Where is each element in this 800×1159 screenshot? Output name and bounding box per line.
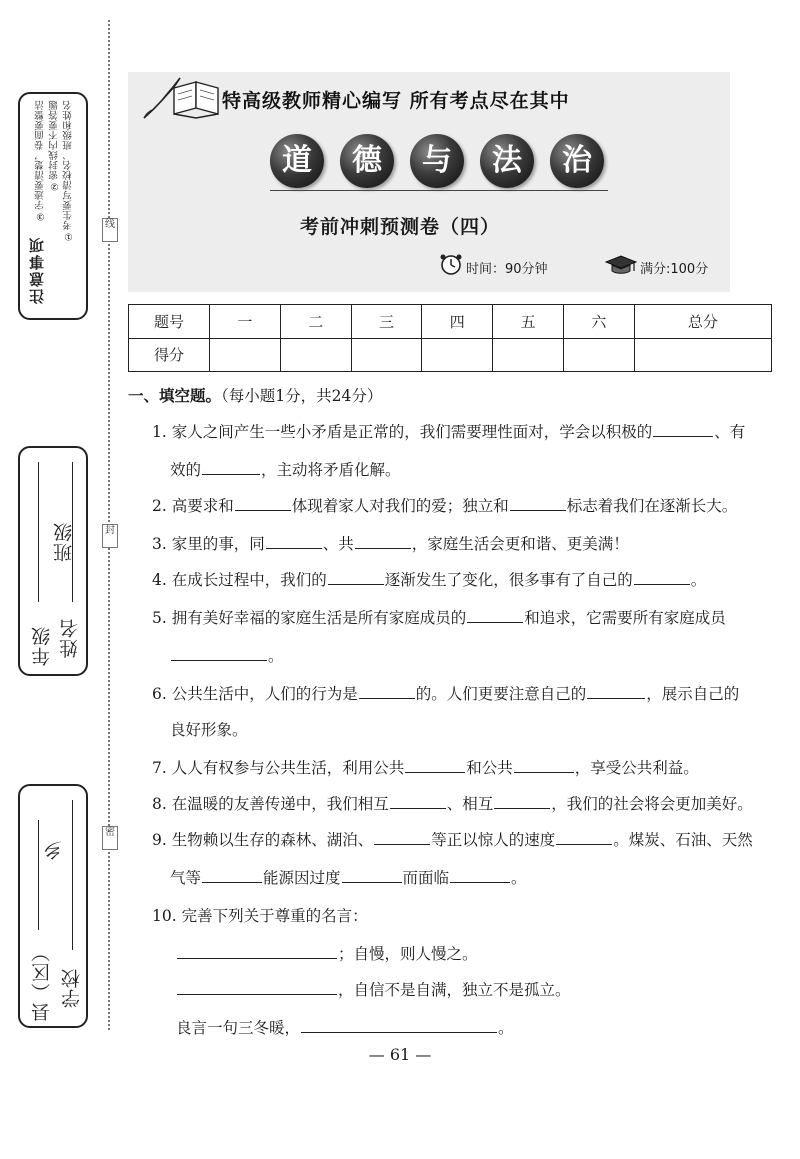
score-header-cell: 总分 [634,305,771,339]
answer-blank[interactable] [235,497,291,511]
score-table-header-row [129,305,772,339]
question-10-line-2: ，自信不是自满，独立不是孤立。 [176,978,571,1000]
grade-field[interactable] [38,462,39,602]
score-row-label: 得分 [129,338,210,372]
notice-line-1: ①考生要写清校名、班级和姓名 [63,100,74,242]
clock-icon [438,254,464,276]
answer-blank[interactable] [467,609,523,623]
answer-blank[interactable] [556,831,612,845]
time-limit: 时间：90分钟 [466,262,548,277]
answer-blank[interactable] [587,685,645,699]
question-10-line-3: 良言一句三冬暖， 。 [176,1019,514,1037]
score-cell[interactable] [422,338,493,372]
answer-blank[interactable] [328,571,384,585]
county-label: 县（区） [31,942,53,1022]
question-1-cont: 效的 ，主动将矛盾化解。 [170,461,401,479]
header-divider [270,190,608,191]
book-quill-icon [140,74,222,122]
page-number: — 61 — [368,1045,432,1064]
question-8: 8. 在温暖的友善传递中，我们相互 、相互 ，我们的社会将会更加美好。 [152,795,753,813]
score-cell[interactable] [493,338,564,372]
answer-blank[interactable] [450,869,510,883]
seal-mark-feng: 封 [102,524,118,548]
township-label: 乡 [43,840,65,860]
question-10: 10. 完善下列关于尊重的名言： [152,907,368,925]
answer-blank[interactable] [390,795,446,809]
answer-blank[interactable] [202,869,262,883]
section-note: （每小题1分，共24分） [221,387,383,405]
school-field[interactable] [72,800,73,950]
score-table-score-row [129,338,772,372]
score-header-cell: 五 [493,305,564,339]
score-cell[interactable] [634,338,771,372]
question-5-cont: 。 [170,644,284,666]
answer-blank[interactable] [494,795,550,809]
answer-blank[interactable] [177,981,337,995]
score-header-cell: 二 [280,305,351,339]
question-5: 5. 拥有美好幸福的家庭生活是所有家庭成员的 和追求，它需要所有家庭成员 [152,609,726,627]
score-header-cell: 三 [351,305,422,339]
answer-blank[interactable] [171,647,267,661]
score-cell[interactable] [351,338,422,372]
graduation-cap-icon [604,254,638,276]
score-cell[interactable] [280,338,351,372]
answer-blank[interactable] [359,685,415,699]
answer-blank[interactable] [202,461,260,475]
score-header-cell: 六 [563,305,634,339]
question-10-line-1: ；自慢，则人慢之。 [176,942,478,964]
subject-char-2: 德 [340,134,394,188]
score-cell[interactable] [210,338,281,372]
subject-char-3: 与 [410,134,464,188]
question-4: 4. 在成长过程中，我们的 逐渐发生了变化，很多事有了自己的 。 [152,571,707,589]
name-label: 姓名 [59,618,81,658]
slogan: 特高级教师精心编写 所有考点尽在其中 [222,90,570,112]
question-7: 7. 人人有权参与公共生活，利用公共 和公共 ，享受公共利益。 [152,759,699,777]
answer-blank[interactable] [301,1019,497,1033]
section-title: 一、填空题。 [128,387,222,405]
question-2: 2. 高要求和 体现着家人对我们的爱；独立和 标志着我们在逐渐长大。 [152,497,738,515]
answer-blank[interactable] [342,869,402,883]
seal-mark-xian: 线 [102,218,118,242]
name-field[interactable] [72,462,73,602]
question-9-cont: 气等 能源因过度 而面临 。 [170,869,527,887]
answer-blank[interactable] [405,759,465,773]
section-heading [128,384,382,406]
answer-blank[interactable] [514,759,574,773]
county-field[interactable] [38,820,39,930]
answer-blank[interactable] [374,831,430,845]
school-label: 学校 [61,968,83,1008]
class-label: 班级 [53,522,75,562]
score-cell[interactable] [563,338,634,372]
answer-blank[interactable] [634,571,690,585]
question-6-cont: 良好形象。 [170,721,248,739]
score-header-cell: 题号 [129,305,210,339]
notice-line-3: ③字迹要清楚，卷面要整洁 [35,100,46,222]
subject-char-4: 法 [480,134,534,188]
score-header-cell: 四 [422,305,493,339]
subject-char-1: 道 [270,134,324,188]
question-9: 9. 生物赖以生存的森林、湖泊、 等正以惊人的速度 。煤炭、石油、天然 [152,831,753,849]
question-6: 6. 公共生活中，人们的行为是 的。人们更要注意自己的 ，展示自己的 [152,685,740,703]
grade-label: 年级 [31,626,53,666]
score-header-cell: 一 [210,305,281,339]
exam-title: 考前冲刺预测卷（四） [299,216,500,238]
notice-title: 注意事项 [28,236,46,304]
subject-char-5: 治 [550,134,604,188]
full-score: 满分:100分 [640,262,709,277]
notice-line-2: ②密封线内不要答题 [49,100,60,192]
answer-blank[interactable] [266,535,322,549]
answer-blank[interactable] [653,423,713,437]
score-table [128,304,772,372]
question-1: 1. 家人之间产生一些小矛盾是正常的，我们需要理性面对，学会以积极的 、有 [152,423,746,441]
seal-mark-mi: 密 [102,826,118,850]
answer-blank[interactable] [355,535,411,549]
question-3: 3. 家里的事，同 、共 ，家庭生活会更和谐、更美满！ [152,535,629,553]
answer-blank[interactable] [510,497,566,511]
answer-blank[interactable] [177,945,337,959]
